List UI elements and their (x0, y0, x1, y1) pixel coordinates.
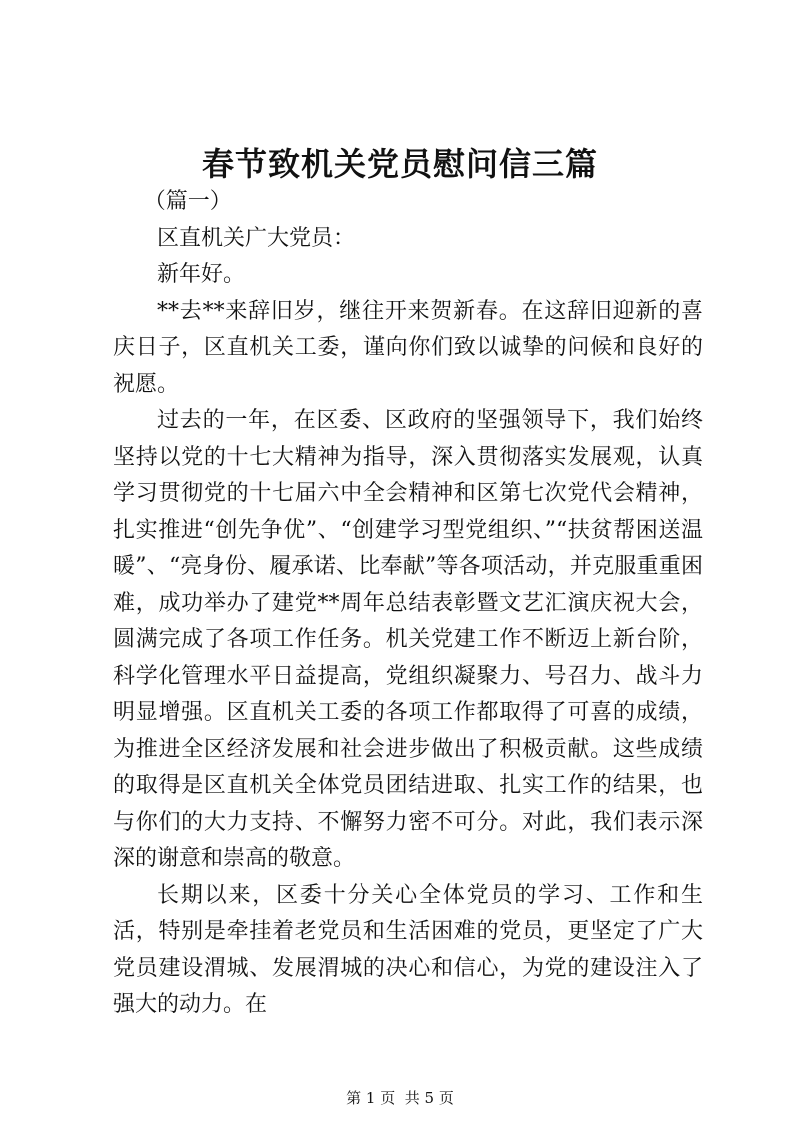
paragraph: 过去的一年，在区委、区政府的坚强领导下，我们始终坚持以党的十七大精神为指导，深入贯彻落实发展观，认真学习贯彻党的十七届六中全会精神和区第七次党代会精神，扎实推进“创先争优”、“创建学习型党组织、”“扶贫帮困送温暖”、“亮身份、履承诺、比奉献”等各项活动，并克服重重困难，成功举办了建党**周年总结表彰暨文艺汇演庆祝大会，圆满完成了各项工作任务。机关党建工作不断迈上新台阶，科学化管理水平日益提高，党组织凝聚力、号召力、战斗力明显增强。区直机关工委的各项工作都取得了可喜的成绩，为推进全区经济发展和社会进步做出了积极贡献。这些成绩的取得是区直机关全体党员团结进取、扎实工作的结果，也与你们的大力支持、不懈努力密不可分。对此，我们表示深深的谢意和崇高的敬意。 (113, 408, 703, 871)
document-body (113, 184, 703, 1024)
page-footer (0, 1088, 800, 1108)
greeting: 新年好。 (157, 262, 246, 287)
document-title: 春节致机关党员慰问信三篇 (201, 145, 598, 183)
page-number: 第 1 页 共 5 页 (346, 1089, 454, 1107)
salutation: 区直机关广大党员： (157, 225, 356, 251)
paragraph: 长期以来，区委十分关心全体党员的学习、工作和生活，特别是牵挂着老党员和生活困难的党员，更坚定了广大党员建设渭城、发展渭城的决心和信心，为党的建设注入了强大的动力。在 (113, 882, 703, 1017)
section-heading: （篇一） (143, 189, 232, 214)
paragraph: **去**来辞旧岁，继往开来贺新春。在这辞旧迎新的喜庆日子，区直机关工委，谨向你们致以诚挚的问候和良好的祝愿。 (113, 298, 703, 397)
